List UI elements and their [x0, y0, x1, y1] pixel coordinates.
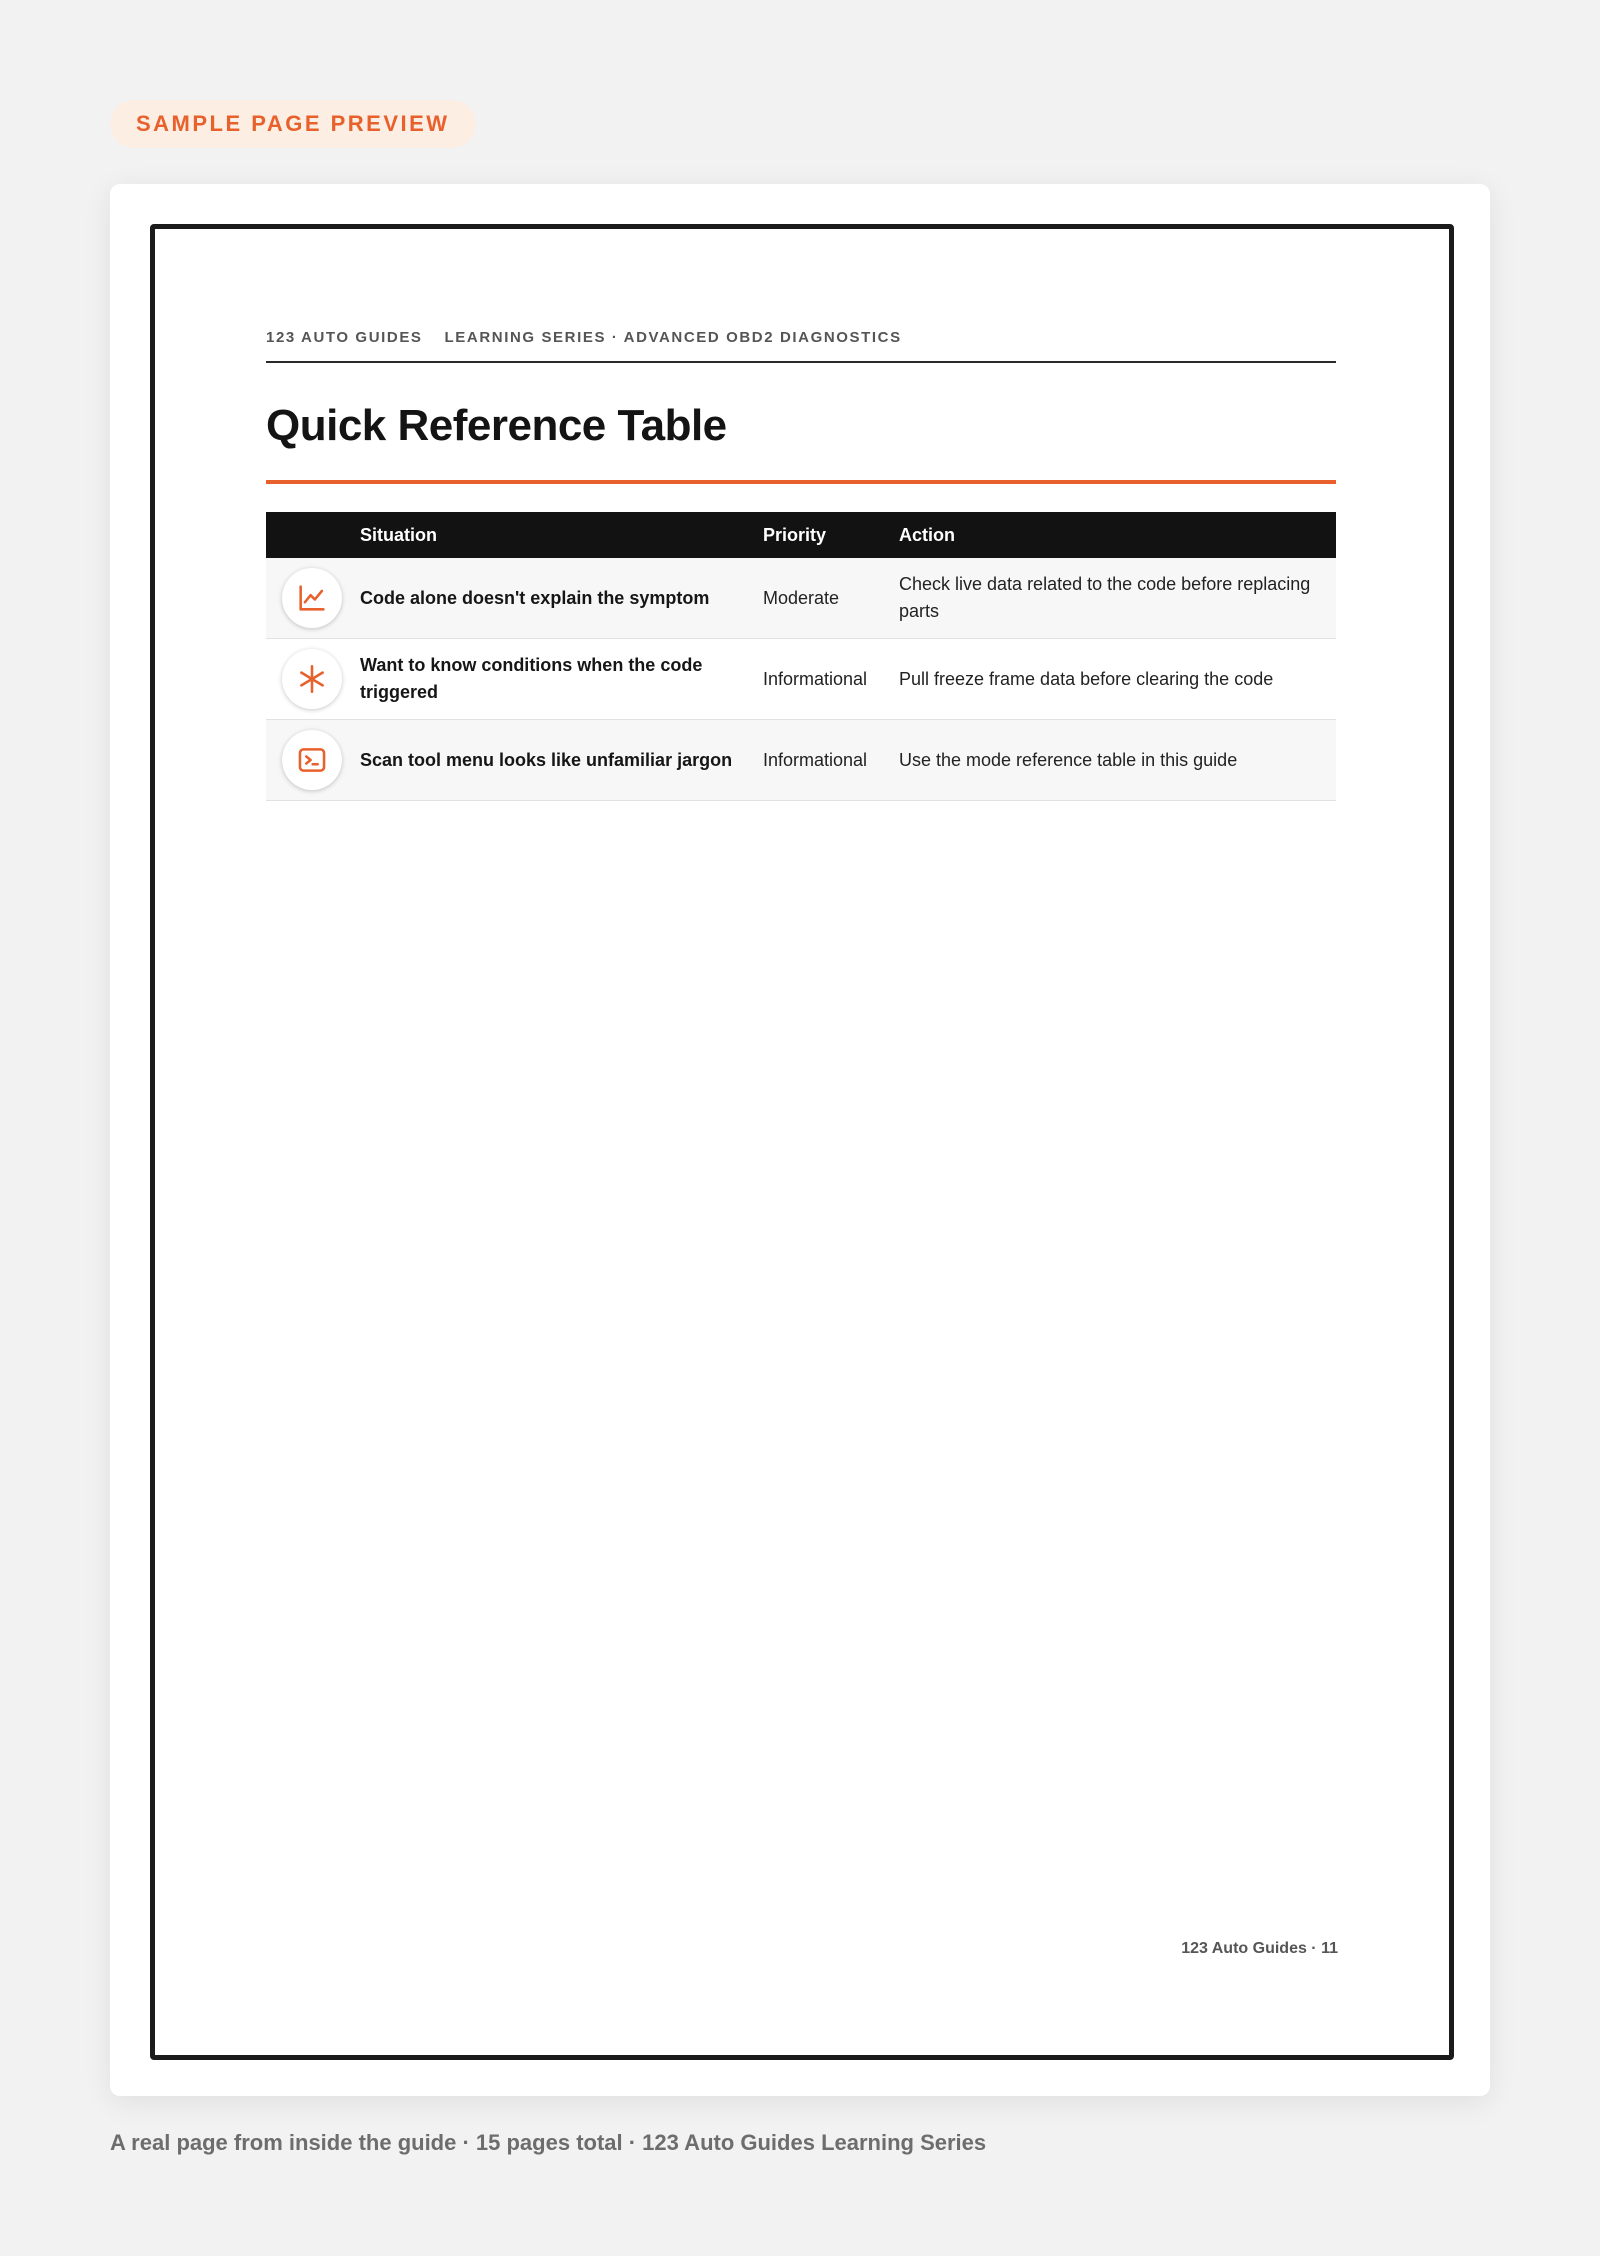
- header-action: Action: [899, 512, 1336, 558]
- table-row: [266, 639, 1336, 720]
- row-action: Check live data related to the code before replacing parts: [899, 558, 1336, 639]
- preview-card: [110, 184, 1490, 2096]
- row-icon-cell: [266, 558, 360, 639]
- asterisk-icon: [282, 649, 342, 709]
- document-page: [150, 224, 1454, 2060]
- row-priority: Informational: [763, 720, 899, 801]
- running-head-series: LEARNING SERIES · ADVANCED OBD2 DIAGNOSTICS: [444, 329, 902, 346]
- terminal-icon: [282, 730, 342, 790]
- header-icon-cell: [266, 512, 360, 558]
- row-priority: Moderate: [763, 558, 899, 639]
- row-situation: Code alone doesn't explain the symptom: [360, 558, 763, 639]
- row-action: Use the mode reference table in this guide: [899, 720, 1336, 801]
- table-row: [266, 720, 1336, 801]
- preview-caption: A real page from inside the guide · 15 pages total · 123 Auto Guides Learning Series: [110, 2130, 987, 2155]
- quick-reference-table: [266, 512, 1336, 801]
- title-underline: [266, 480, 1336, 484]
- row-action: Pull freeze frame data before clearing the code: [899, 639, 1336, 720]
- header-situation: Situation: [360, 512, 763, 558]
- row-situation: Want to know conditions when the code triggered: [360, 639, 763, 720]
- page-footer: 123 Auto Guides · 11: [1181, 1940, 1338, 1957]
- row-situation: Scan tool menu looks like unfamiliar jargon: [360, 720, 763, 801]
- running-head-brand: 123 AUTO GUIDES: [266, 329, 423, 346]
- running-head: [266, 329, 1336, 363]
- page-title: Quick Reference Table: [266, 401, 727, 450]
- table-row: [266, 558, 1336, 639]
- table-header-row: [266, 512, 1336, 558]
- line-chart-icon: [282, 568, 342, 628]
- sample-preview-badge: SAMPLE PAGE PREVIEW: [110, 100, 476, 148]
- row-icon-cell: [266, 720, 360, 801]
- header-priority: Priority: [763, 512, 899, 558]
- row-priority: Informational: [763, 639, 899, 720]
- row-icon-cell: [266, 639, 360, 720]
